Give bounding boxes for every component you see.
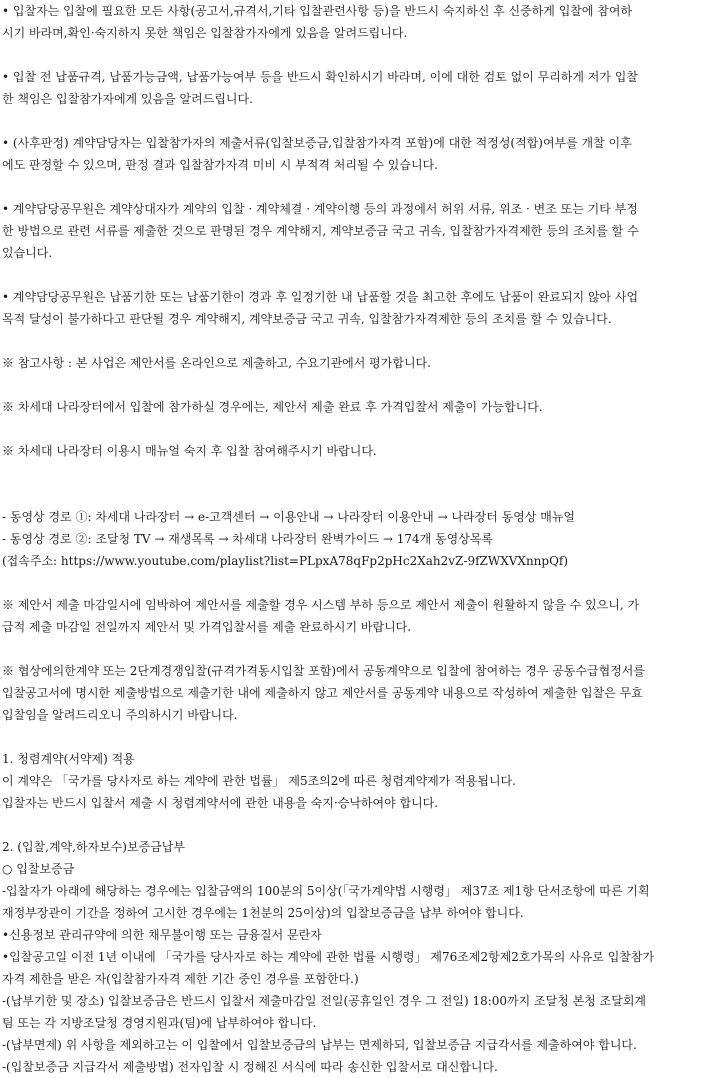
notice-line: • (사후판정) 계약담당자는 입찰참가자의 제출서류(입찰보증금,입찰참가자격 포함)에 대한 적정성(적합)여부를 개찰 이후 bbox=[2, 136, 632, 150]
notice-1 bbox=[2, 0, 716, 44]
section-integrity-contract bbox=[2, 748, 716, 814]
notice-line: 한 책임은 입찰참가자에게 있음을 알려드립니다. bbox=[2, 92, 253, 106]
section-body: 이 계약은 「국가를 당사자로 하는 계약에 관한 법률」 제5조의2에 따른 청렴계약제가 적용됩니다. bbox=[2, 774, 516, 788]
notice-line: 있습니다. bbox=[2, 246, 53, 260]
section-line: -(입찰보증금 지급각서 제출방법) 전자입찰 시 정해진 서식에 따라 송신한 입찰서로 대신합니다. bbox=[2, 1060, 498, 1074]
notice-3 bbox=[2, 132, 716, 176]
video-url[interactable]: (접속주소: https://www.youtube.com/playlist?list=PLpxA78qFp2pHc2Xah2vZ-9fZWXVXnnpQf) bbox=[2, 554, 569, 568]
notice-line: 입찰공고서에 명시한 제출방법으로 제출기한 내에 제출하지 않고 제안서를 공동계약 내용으로 작성하여 제출한 입찰은 무효 bbox=[2, 686, 643, 700]
section-line: -입찰자가 아래에 해당하는 경우에는 입찰금액의 100분의 5이상(「국가계약법 시행령」 제37조 제1항 단서조항에 따른 기획 bbox=[2, 884, 650, 898]
section-line: •입찰공고일 이전 1년 이내에 「국가를 당사자로 하는 계약에 관한 법률 시행령」 제76조제2항제2호가목의 사유로 입찰참가 bbox=[2, 950, 655, 964]
notice-line: • 입찰 전 납품규격, 납품가능금액, 납품가능여부 등을 반드시 확인하시기 바라며, 이에 대한 검토 없이 무리하게 저가 입찰 bbox=[2, 70, 638, 84]
deadline-notice bbox=[2, 594, 716, 638]
notice-line: 입찰임을 알려드리오니 주의하시기 바랍니다. bbox=[2, 708, 238, 722]
notice-line: 목적 달성이 불가하다고 판단될 경우 계약해지, 계약보증금 국고 귀속, 입찰참가자격제한 등의 조치를 할 수 있습니다. bbox=[2, 312, 612, 326]
section-line: 재정부장관이 기간을 정하여 고시한 경우에는 1천분의 25이상)의 입찰보증금을 납부 하여야 합니다. bbox=[2, 906, 524, 920]
section-line: 자격 제한을 받은 자(입찰참가자격 제한 기간 중인 경우를 포함한다.) bbox=[2, 972, 359, 986]
notice-line: 시기 바라며,확인·숙지하지 못한 책임은 입찰참가자에게 있음을 알려드립니다. bbox=[2, 26, 408, 40]
notice-line: 에도 판정할 수 있으며, 판정 결과 입찰참가자격 미비 시 부적격 처리될 수 있습니다. bbox=[2, 158, 438, 172]
reference-note: ※ 참고사항 : 본 사업은 제안서를 온라인으로 제출하고, 수요기관에서 평가합니다. bbox=[2, 356, 431, 370]
section-line: -(납부면제) 위 사항을 제외하고는 이 입찰에서 입찰보증금의 납부는 면제하되, 입찰보증금 지급각서를 제출하여야 합니다. bbox=[2, 1038, 637, 1052]
notice-line: 한 방법으로 관련 서류를 제출한 것으로 판명된 경우 계약해지, 계약보증금 국고 귀속, 입찰참가자격제한 등의 조치를 할 수 bbox=[2, 224, 639, 238]
notice-line: • 계약담당공무원은 납품기한 또는 납품기한이 경과 후 일정기한 내 납품할 것을 최고한 후에도 납품이 완료되지 않아 사업 bbox=[2, 290, 639, 304]
notice-line: • 계약담당공무원은 계약상대자가 계약의 입찰 · 계약체결 · 계약이행 등의 과정에서 허위 서류, 위조 · 변조 또는 기타 부정 bbox=[2, 202, 638, 216]
notice-5 bbox=[2, 286, 716, 330]
consortium-notice bbox=[2, 660, 716, 726]
section-line: •신용정보 관리규약에 의한 채무불이행 또는 금융질서 문란자 bbox=[2, 928, 322, 942]
section-subtitle: ○ 입찰보증금 bbox=[2, 862, 75, 876]
notice-line: 급적 제출 마감일 전일까지 제안서 및 가격입찰서를 제출 완료하시기 바랍니다. bbox=[2, 620, 412, 634]
reference-note: ※ 차세대 나라장터에서 입찰에 참가하실 경우에는, 제안서 제출 완료 후 가격입찰서 제출이 가능합니다. bbox=[2, 400, 543, 414]
notice-4 bbox=[2, 198, 716, 264]
reference-note: ※ 차세대 나라장터 이용시 매뉴얼 숙지 후 입찰 참여해주시기 바랍니다. bbox=[2, 444, 377, 458]
section-title: 1. 청렴계약(서약제) 적용 bbox=[2, 752, 135, 766]
section-body: 입찰자는 반드시 입찰서 제출 시 청렴계약서에 관한 내용을 숙지·승낙하여야 합니다. bbox=[2, 796, 439, 810]
notice-line: • 입찰자는 입찰에 필요한 모든 사항(공고서,규격서,기타 입찰관련사항 등)을 반드시 숙지하신 후 신중하게 입찰에 참여하 bbox=[2, 4, 633, 18]
notice-line: ※ 협상에의한계약 또는 2단계경쟁입찰(규격가격동시입찰 포함)에서 공동계약으로 입찰에 참여하는 경우 공동수급협정서를 bbox=[2, 664, 645, 678]
video-path-1: - 동영상 경로 ①: 차세대 나라장터 → e-고객센터 → 이용안내 → 나라장터 이용안내 → 나라장터 동영상 매뉴얼 bbox=[2, 510, 576, 524]
section-title: 2. (입찰,계약,하자보수)보증금납부 bbox=[2, 840, 185, 854]
notice-2 bbox=[2, 66, 716, 110]
section-deposit bbox=[2, 836, 716, 1078]
section-line: 팀 또는 각 지방조달청 경영지원과(팀)에 납부하여야 합니다. bbox=[2, 1016, 317, 1030]
section-line: -(납부기한 및 장소) 입찰보증금은 반드시 입찰서 제출마감일 전일(공휴일인 경우 그 전일) 18:00까지 조달청 본청 조달회계 bbox=[2, 994, 647, 1008]
video-path-2: - 동영상 경로 ②: 조달청 TV → 재생목록 → 차세대 나라장터 완벽가이드 → 174개 동영상목록 bbox=[2, 532, 494, 546]
notice-line: ※ 제안서 제출 마감일시에 임박하여 제안서를 제출할 경우 시스템 부하 등으로 제안서 제출이 원활하지 않을 수 있으니, 가 bbox=[2, 598, 640, 612]
